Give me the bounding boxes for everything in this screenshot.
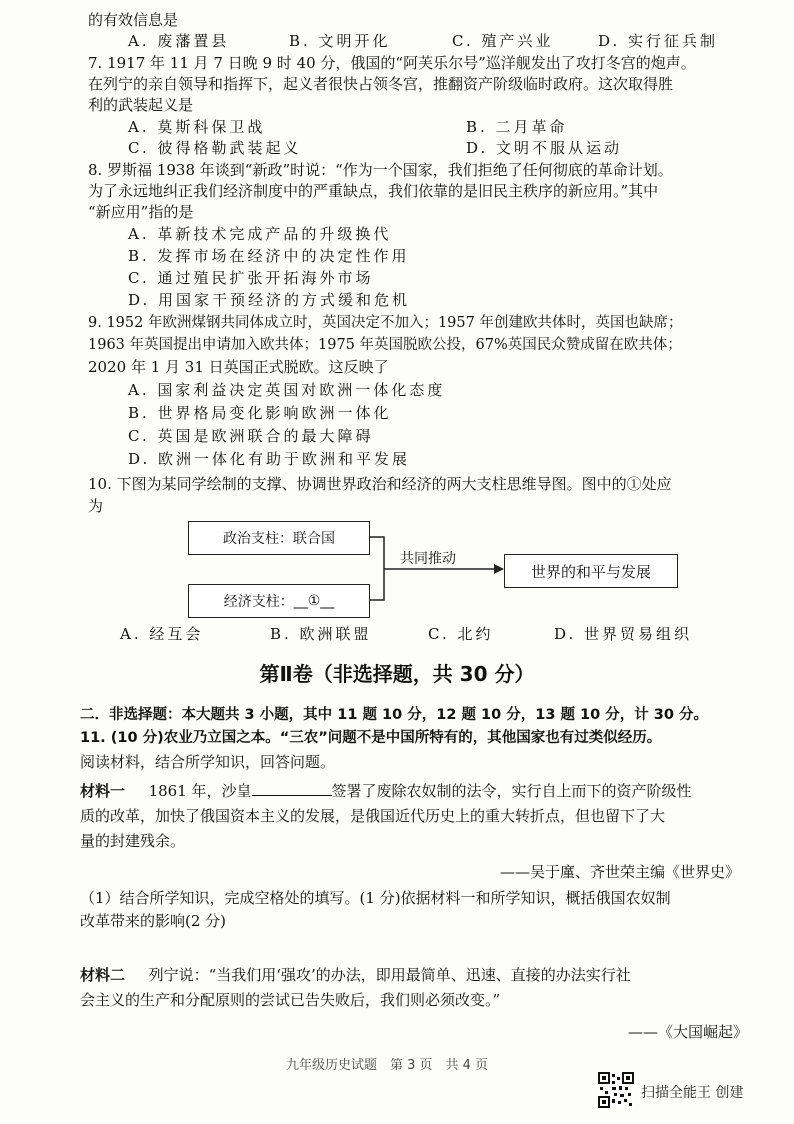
q6-stem-tail: 的有效信息是 <box>88 11 179 29</box>
q8-option-b: B. 发挥市场在经济中的决定性作用 <box>128 247 410 265</box>
q9-option-d: D. 欧洲一体化有助于欧洲和平发展 <box>128 450 411 468</box>
q7-option-c: C. 彼得格勒武装起义 <box>128 139 302 157</box>
q10-option-d: D. 世界贸易组织 <box>554 625 693 643</box>
arrow-label: 共同推动 <box>400 551 456 567</box>
q7-option-b: B. 二月革命 <box>466 118 568 136</box>
part2-title: 第Ⅱ卷（非选择题，共 30 分） <box>259 662 535 686</box>
result-label: 世界的和平与发展 <box>530 562 651 581</box>
q10-option-b: B. 欧洲联盟 <box>270 625 372 643</box>
q8-option-c: C. 通过殖民扩张开拓海外市场 <box>128 269 374 287</box>
q7-stem-line1: 7. 1917 年 11 月 7 日晚 9 时 40 分，俄国的“阿芙乐尔号”巡洋舰发出了攻打冬宫的炮声。 <box>88 54 696 72</box>
bracket-line <box>369 537 384 600</box>
material2-label: 材料二 <box>80 966 126 984</box>
q10-stem-line1: 10. 下图为某同学绘制的支撑、协调世界政治和经济的两大支柱思维导图。图中的①处应 <box>88 475 672 493</box>
q8-stem-line3: “新应用”指的是 <box>88 203 194 221</box>
tsar-blank <box>252 781 332 796</box>
q11-sub1-line1: （1）结合所学知识，完成空格处的填写。(1 分)依据材料一和所学知识，概括俄国农奴制 <box>80 889 671 907</box>
economic-pillar-label: 经济支柱： <box>223 594 294 610</box>
q8-stem-line1: 8. 罗斯福 1938 年谈到“新政”时说：“作为一个国家，我们拒绝了任何彻底的革命计划。 <box>88 161 673 179</box>
material1-line2: 质的改革，加快了俄国资本主义的发展，是俄国近代历史上的重大转折点，但也留下了大 <box>80 807 666 825</box>
q10-option-c: C. 北约 <box>428 625 494 643</box>
q9-option-b: B. 世界格局变化影响欧洲一体化 <box>128 404 392 422</box>
q6-option-a: A. 废藩置县 <box>128 32 230 50</box>
arrow-head <box>494 564 504 574</box>
q10-stem-line2: 为 <box>88 497 104 515</box>
material2-source: ——《大国崛起》 <box>628 1023 749 1041</box>
material1-label: 材料一 <box>80 782 126 800</box>
political-pillar-label: 政治支柱：联合国 <box>223 531 335 547</box>
q9-stem-line2: 1963 年英国提出申请加入欧共体；1975 年英国脱欧公投，67%英国民众赞成留在欧共体； <box>88 337 682 353</box>
q9-stem-line1: 9. 1952 年欧洲煤钢共同体成立时，英国决定不加入；1957 年创建欧共体时，英国也缺席； <box>88 315 683 331</box>
q7-option-d: D. 文明不服从运动 <box>466 139 623 157</box>
material1-line3: 量的封建残余。 <box>80 832 186 850</box>
q8-option-a: A. 革新技术完成产品的升级换代 <box>128 225 392 243</box>
q9-option-c: C. 英国是欧洲联合的最大障碍 <box>128 427 374 445</box>
material2-line2: 会主义的生产和分配原则的尝试已告失败后，我们则必须改变。” <box>80 991 501 1009</box>
q7-stem-line3: 利的武装起义是 <box>88 96 194 114</box>
material1-line1 <box>80 781 692 801</box>
q9-stem-line3: 2020 年 1 月 31 日英国正式脱欧。这反映了 <box>88 358 389 376</box>
material1-line1-post: 签署了废除农奴制的法令，实行自上而下的资产阶级性 <box>331 782 692 800</box>
material2-line1 <box>80 965 631 985</box>
q8-option-d: D. 用国家干预经济的方式缓和危机 <box>128 291 411 309</box>
q8-stem-line2: 为了永远地纠正我们经济制度中的严重缺点，我们依靠的是旧民主秩序的新应用。”其中 <box>88 182 659 200</box>
result-box <box>504 554 678 588</box>
q6-option-c: C. 殖产兴业 <box>452 32 554 50</box>
q10-option-a: A. 经互会 <box>120 625 204 643</box>
page-footer-note: 九年级历史试题 第 3 页 共 4 页 <box>286 1058 489 1073</box>
q6-option-b: B. 文明开化 <box>289 32 391 50</box>
material1-source: ——吴于廑、齐世荣主编《世界史》 <box>500 863 741 881</box>
q7-stem-line2: 在列宁的亲自领导和指挥下，起义者很快占领冬宫，推翻资产阶级临时政府。这次取得胜 <box>88 75 674 93</box>
section2-header: 二．非选择题：本大题共 3 小题，其中 11 题 10 分，12 题 10 分，13 题 10 分，计 30 分。 <box>80 707 709 723</box>
q11-intro: 11. (10 分)农业乃立国之本。“三农”问题不是中国所特有的，其他国家也有过类似经历。 <box>80 730 662 746</box>
q11-instruction: 阅读材料，结合所学知识，回答问题。 <box>80 753 336 771</box>
scanner-watermark: 扫描全能王 创建 <box>641 1085 744 1101</box>
material1-line1-pre: 1861 年，沙皇 <box>148 782 252 800</box>
qr-code-icon <box>598 1072 634 1108</box>
q11-sub1-line2: 改革带来的影响(2 分) <box>80 912 227 930</box>
economic-pillar-blank: __①__ <box>293 593 335 609</box>
q9-option-a: A. 国家利益决定英国对欧洲一体化态度 <box>128 381 446 399</box>
material2-text1: 列宁说：“当我们用‘强攻’的办法，即用最简单、迅速、直接的办法实行社 <box>148 966 631 984</box>
q7-option-a: A. 莫斯科保卫战 <box>128 118 266 136</box>
q6-option-d: D. 实行征兵制 <box>598 32 719 50</box>
